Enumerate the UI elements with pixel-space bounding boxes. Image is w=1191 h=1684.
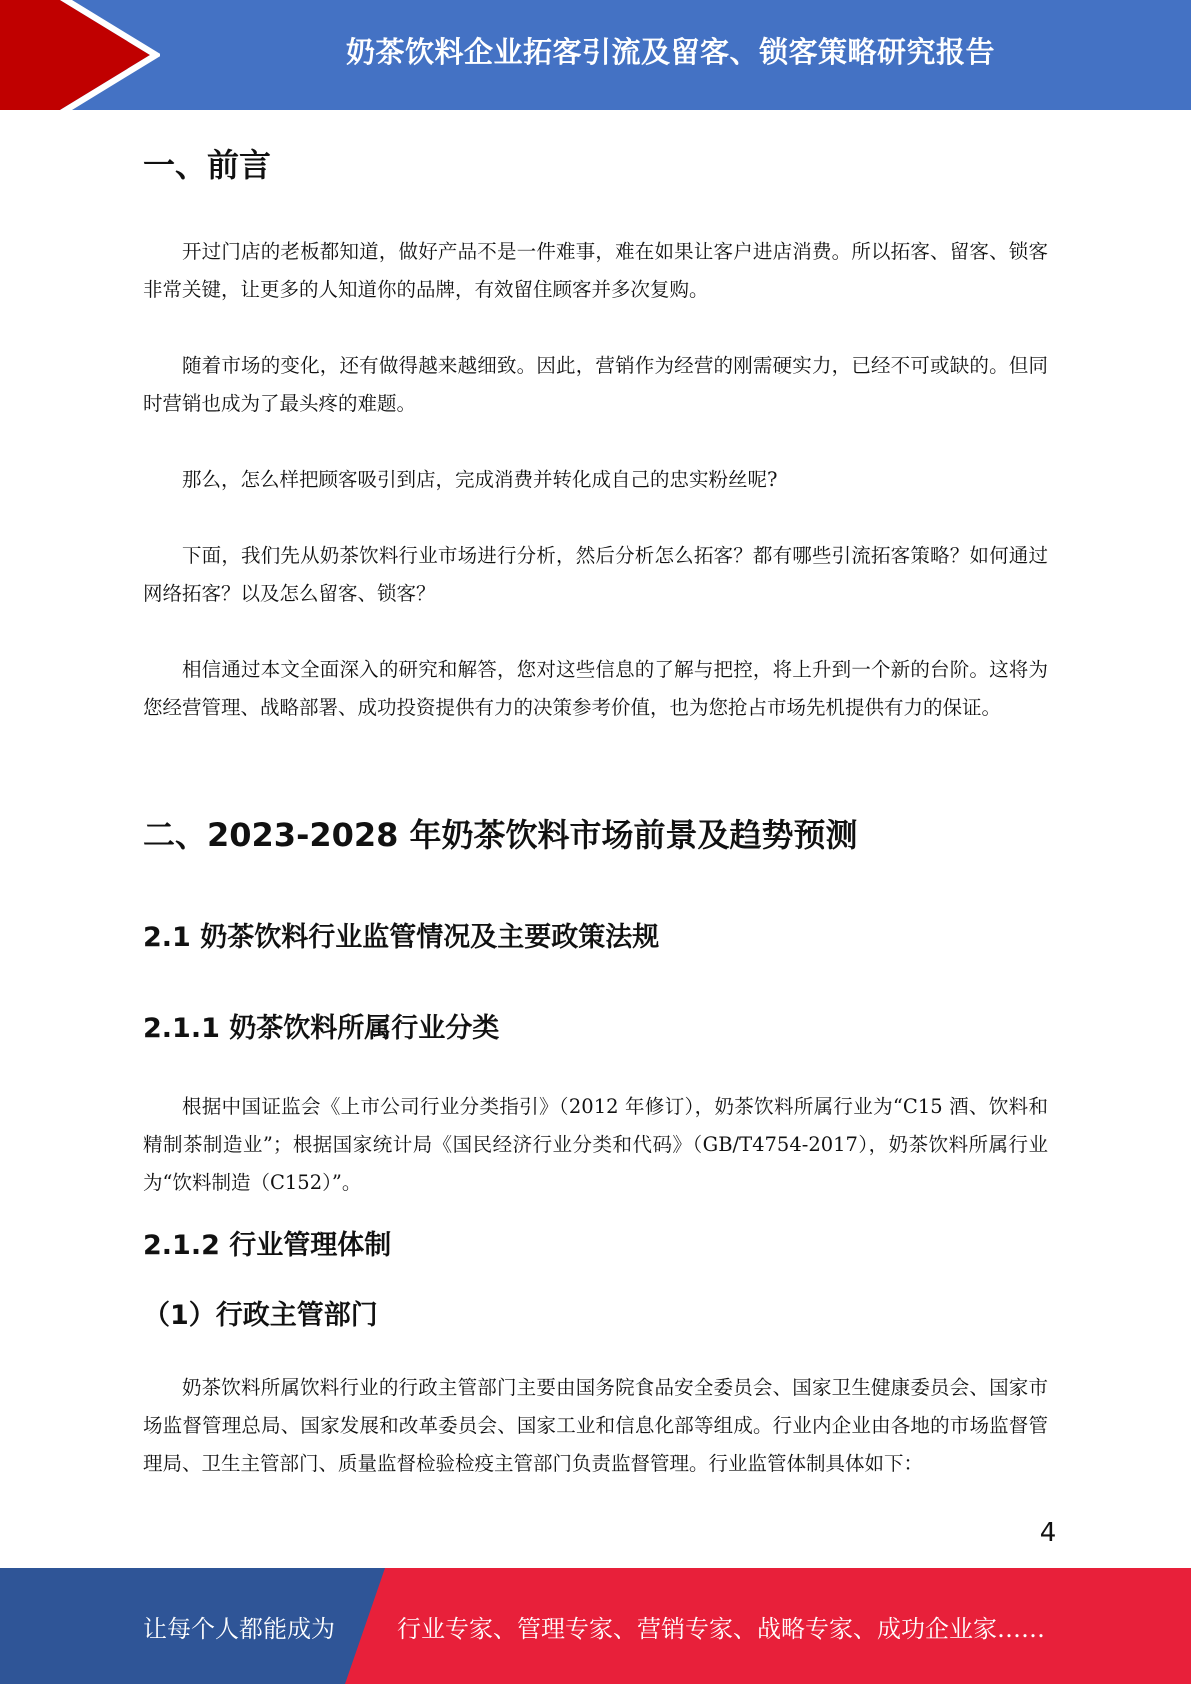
footer-slogan-right: 行业专家、管理专家、营销专家、战略专家、成功企业家……: [397, 1614, 1045, 1643]
paragraph: 根据中国证监会《上市公司行业分类指引》（2012 年修订），奶茶饮料所属行业为“C15 酒、饮料和精制茶制造业”；根据国家统计局《国民经济行业分类和代码》（GB/T4754-2017），奶茶饮料所属行业为“饮料制造（C152）”。: [143, 1095, 1048, 1194]
subsubsection-heading: 2.1.1 奶茶饮料所属行业分类: [143, 1013, 500, 1044]
paragraph: 相信通过本文全面深入的研究和解答，您对这些信息的了解与把控，将上升到一个新的台阶。这将为您经营管理、战略部署、成功投资提供有力的决策参考价值，也为您抢占市场先机提供有力的保证。: [143, 658, 1048, 719]
footer-slogan-left: 让每个人都能成为: [143, 1614, 335, 1643]
paragraph: 随着市场的变化，还有做得越来越细致。因此，营销作为经营的刚需硬实力，已经不可或缺的。但同时营销也成为了最头疼的难题。: [143, 354, 1048, 415]
item-heading: （1）行政主管部门: [143, 1300, 378, 1331]
paragraph: 开过门店的老板都知道，做好产品不是一件难事，难在如果让客户进店消费。所以拓客、留客、锁客非常关键，让更多的人知道你的品牌，有效留住顾客并多次复购。: [143, 240, 1048, 301]
report-title: 奶茶饮料企业拓客引流及留客、锁客策略研究报告: [345, 34, 995, 69]
paragraph: 那么，怎么样把顾客吸引到店，完成消费并转化成自己的忠实粉丝呢?: [182, 468, 778, 491]
section-heading-forecast: 二、2023-2028 年奶茶饮料市场前景及趋势预测: [143, 816, 858, 854]
paragraph: 奶茶饮料所属饮料行业的行政主管部门主要由国务院食品安全委员会、国家卫生健康委员会、国家市场监督管理总局、国家发展和改革委员会、国家工业和信息化部等组成。行业内企业由各地的市场监督管理局、卫生主管部门、质量监督检验检疫主管部门负责监督管理。行业监管体制具体如下：: [143, 1376, 1048, 1475]
page-header-band: [0, 0, 1191, 110]
page-footer-band: [0, 1568, 1191, 1684]
subsection-heading: 2.1 奶茶饮料行业监管情况及主要政策法规: [143, 922, 660, 953]
header-chevron-icon: [0, 0, 160, 110]
paragraph: 下面，我们先从奶茶饮料行业市场进行分析，然后分析怎么拓客？都有哪些引流拓客策略？如何通过网络拓客？以及怎么留客、锁客？: [143, 544, 1048, 605]
subsubsection-heading: 2.1.2 行业管理体制: [143, 1230, 392, 1261]
page-number: 4: [1039, 1518, 1057, 1548]
section-heading-preface: 一、前言: [143, 146, 272, 184]
